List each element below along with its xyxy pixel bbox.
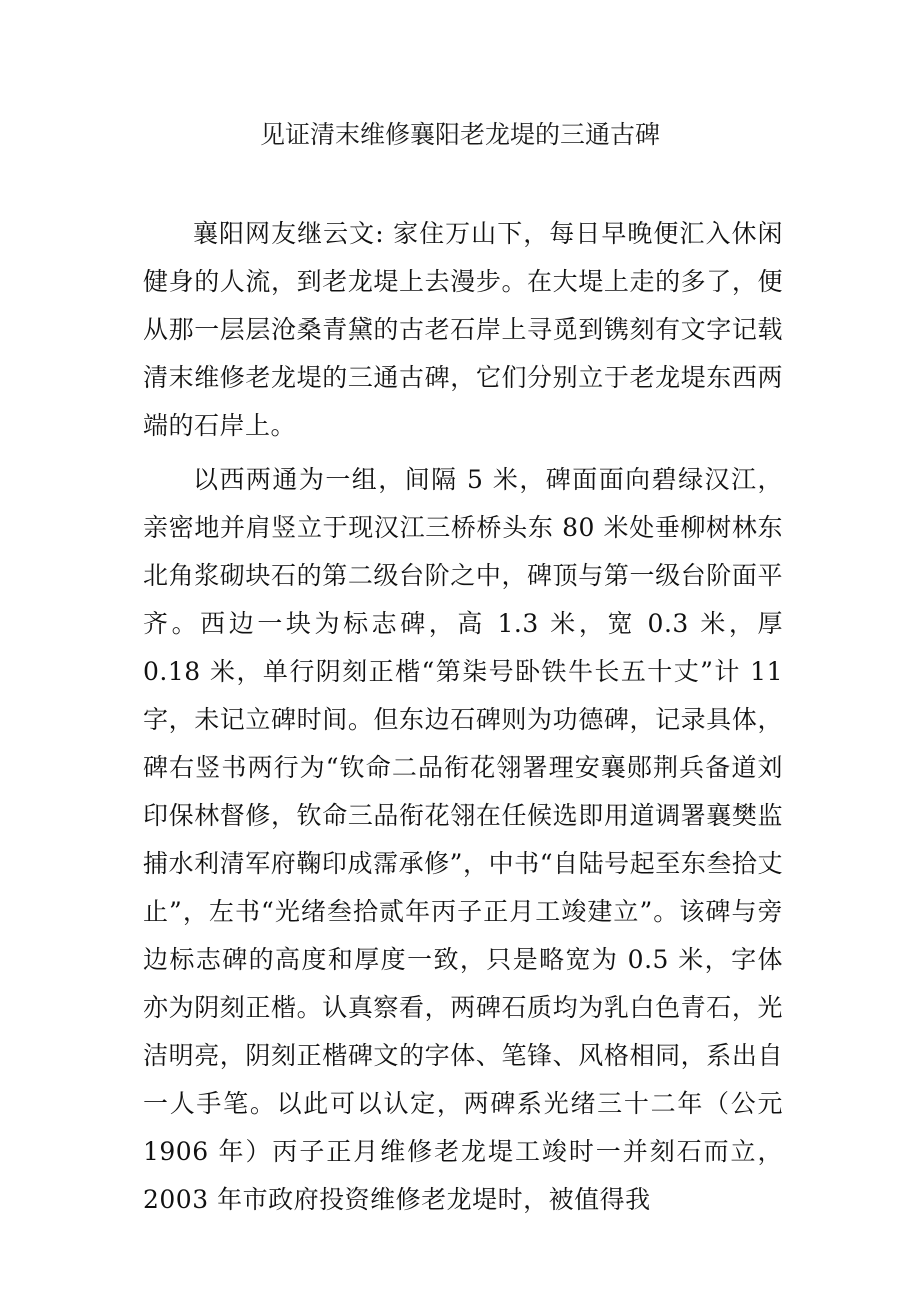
document-title: 见证清末维修襄阳老龙堤的三通古碑 xyxy=(259,120,660,149)
paragraph-intro: 襄阳网友继云文: 家住万山下，每日早晚便汇入休闲健身的人流，到老龙堤上去漫步。在大堤上走的多了，便从那一层层沧桑青黛的古老石岸上寻觅到镌刻有文字记载清末维修老龙堤的三通古碑，它们分别立于老龙堤东西两端的石岸上。 xyxy=(143,219,783,440)
paragraph-west-steles: 以西两通为一组，间隔 5 米，碑面面向碧绿汉江，亲密地并肩竖立于现汉江三桥桥头东 80 米处垂柳树林东北角浆砌块石的第二级台阶之中，碑顶与第一级台阶面平齐。西边一块为标志碑，高 1.3 米，宽 0.3 米，厚 0.18 米，单行阴刻正楷“第柒号卧铁牛长五十丈”计 11 字，未记立碑时间。但东边石碑则为功德碑，记录具体，碑右竖书两行为“钦命二品衔花翎署理安襄郧荆兵备道刘印保林督修，钦命三品衔花翎在任候选即用道调署襄樊监捕水利清军府鞠印成霈承修”，中书“自陆号起至东叁拾丈止”，左书“光绪叁拾贰年丙子正月工竣建立”。该碑与旁边标志碑的高度和厚度一致，只是略宽为 0.5 米，字体亦为阴刻正楷。认真察看，两碑石质均为乳白色青石，光洁明亮，阴刻正楷碑文的字体、笔锋、风格相同，系出自一人手笔。以此可以认定，两碑系光绪三十二年（公元 1906 年）丙子正月维修老龙堤工竣时一并刻石而立，2003 年市政府投资维修老龙堤时，被值得我 xyxy=(143,465,783,1214)
document-body xyxy=(143,210,783,1230)
